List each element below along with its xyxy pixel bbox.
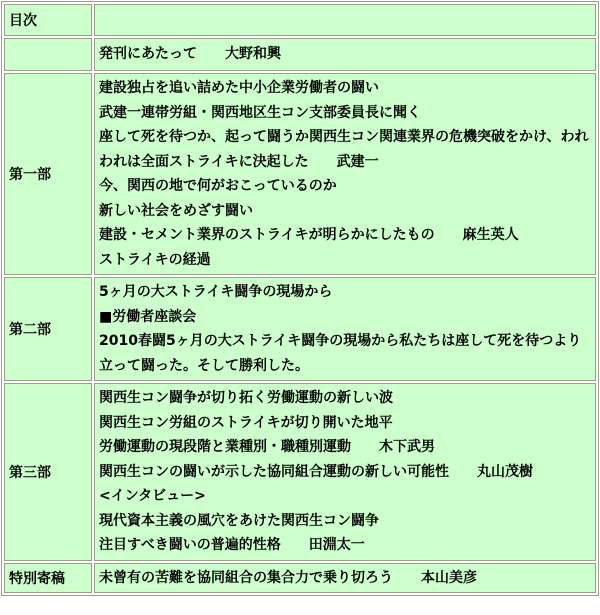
toc-entry: ■労働者座談会 <box>99 308 197 325</box>
entry-author: 田淵太一 <box>308 537 365 553</box>
table-of-contents <box>1 1 599 596</box>
intro-content <box>94 38 596 71</box>
part-three-content <box>94 383 596 561</box>
toc-entry <box>99 42 591 67</box>
entry-title: 建設・セメント業界のストライキが明らかにしたもの <box>99 227 435 243</box>
toc-header-row <box>4 4 596 36</box>
toc-entry <box>99 533 591 558</box>
toc-entry: 関西生コン闘争が切り拓く労働運動の新しい波 <box>99 390 393 406</box>
toc-entry: 建設独占を追い詰めた中小企業労働者の闘い <box>99 80 379 96</box>
part-one-content <box>94 73 596 275</box>
entry-title: 関西生コンの闘いが示した協同組合運動の新しい可能性 <box>99 463 449 480</box>
entry-title: 座して死を待つか、起って闘うか関西生コン関連業界の危機突破をかけ、われわれは全面ストライキに決起した <box>99 129 589 170</box>
entry-author: 丸山茂樹 <box>477 463 533 480</box>
toc-entry: 新しい社会をめざす闘い <box>99 202 253 219</box>
part-one-row <box>4 73 596 275</box>
toc-entry <box>99 566 591 591</box>
entry-author: 麻生英人 <box>462 227 519 243</box>
toc-entry <box>99 223 591 248</box>
toc-header-content <box>94 4 596 36</box>
entry-author: 大野和興 <box>225 46 281 63</box>
toc-entry: 武建一連帯労組・関西地区生コン支部委員長に聞く <box>99 104 421 121</box>
entry-author: 武建一 <box>336 153 379 170</box>
entry-title: 注目すべき闘いの普遍的性格 <box>99 537 281 553</box>
toc-entry <box>99 125 591 174</box>
toc-entry: 今、関西の地で何がおこっているのか <box>99 178 337 194</box>
entry-title: 発刊にあたって <box>99 46 197 63</box>
entry-title: 未曾有の苦難を協同組合の集合力で乗り切ろう <box>99 569 393 586</box>
toc-intro-row <box>4 38 596 71</box>
part-three-row <box>4 383 596 561</box>
toc-entry: 関西生コン労組のストライキが切り開いた地平 <box>99 414 393 431</box>
special-row <box>4 563 596 594</box>
part-two-label: 第二部 <box>4 277 92 381</box>
toc-entry: 現代資本主義の風穴をあけた関西生コン闘争 <box>99 512 379 529</box>
entry-author: 本山美彦 <box>421 569 477 586</box>
entry-title: 労働運動の現段階と業種別・職種別運動 <box>99 439 351 455</box>
toc-header-label: 目次 <box>4 4 92 36</box>
special-label: 特別寄稿 <box>4 563 92 594</box>
part-three-label: 第三部 <box>4 383 92 561</box>
entry-author: 木下武男 <box>379 439 435 455</box>
toc-entry: ストライキの経過 <box>99 251 211 268</box>
part-two-content <box>94 277 596 381</box>
part-one-label: 第一部 <box>4 73 92 275</box>
toc-entry <box>99 460 591 485</box>
part-two-row <box>4 277 596 381</box>
intro-label <box>4 38 92 71</box>
special-content <box>94 563 596 594</box>
toc-entry: <インタビュー> <box>99 488 206 504</box>
toc-entry <box>99 435 591 460</box>
toc-entry: 5ヶ月の大ストライキ闘争の現場から <box>99 284 333 300</box>
toc-entry: 2010春闘5ヶ月の大ストライキ闘争の現場から私たちは座して死を待つより立って闘った。そして勝利した。 <box>99 333 582 374</box>
